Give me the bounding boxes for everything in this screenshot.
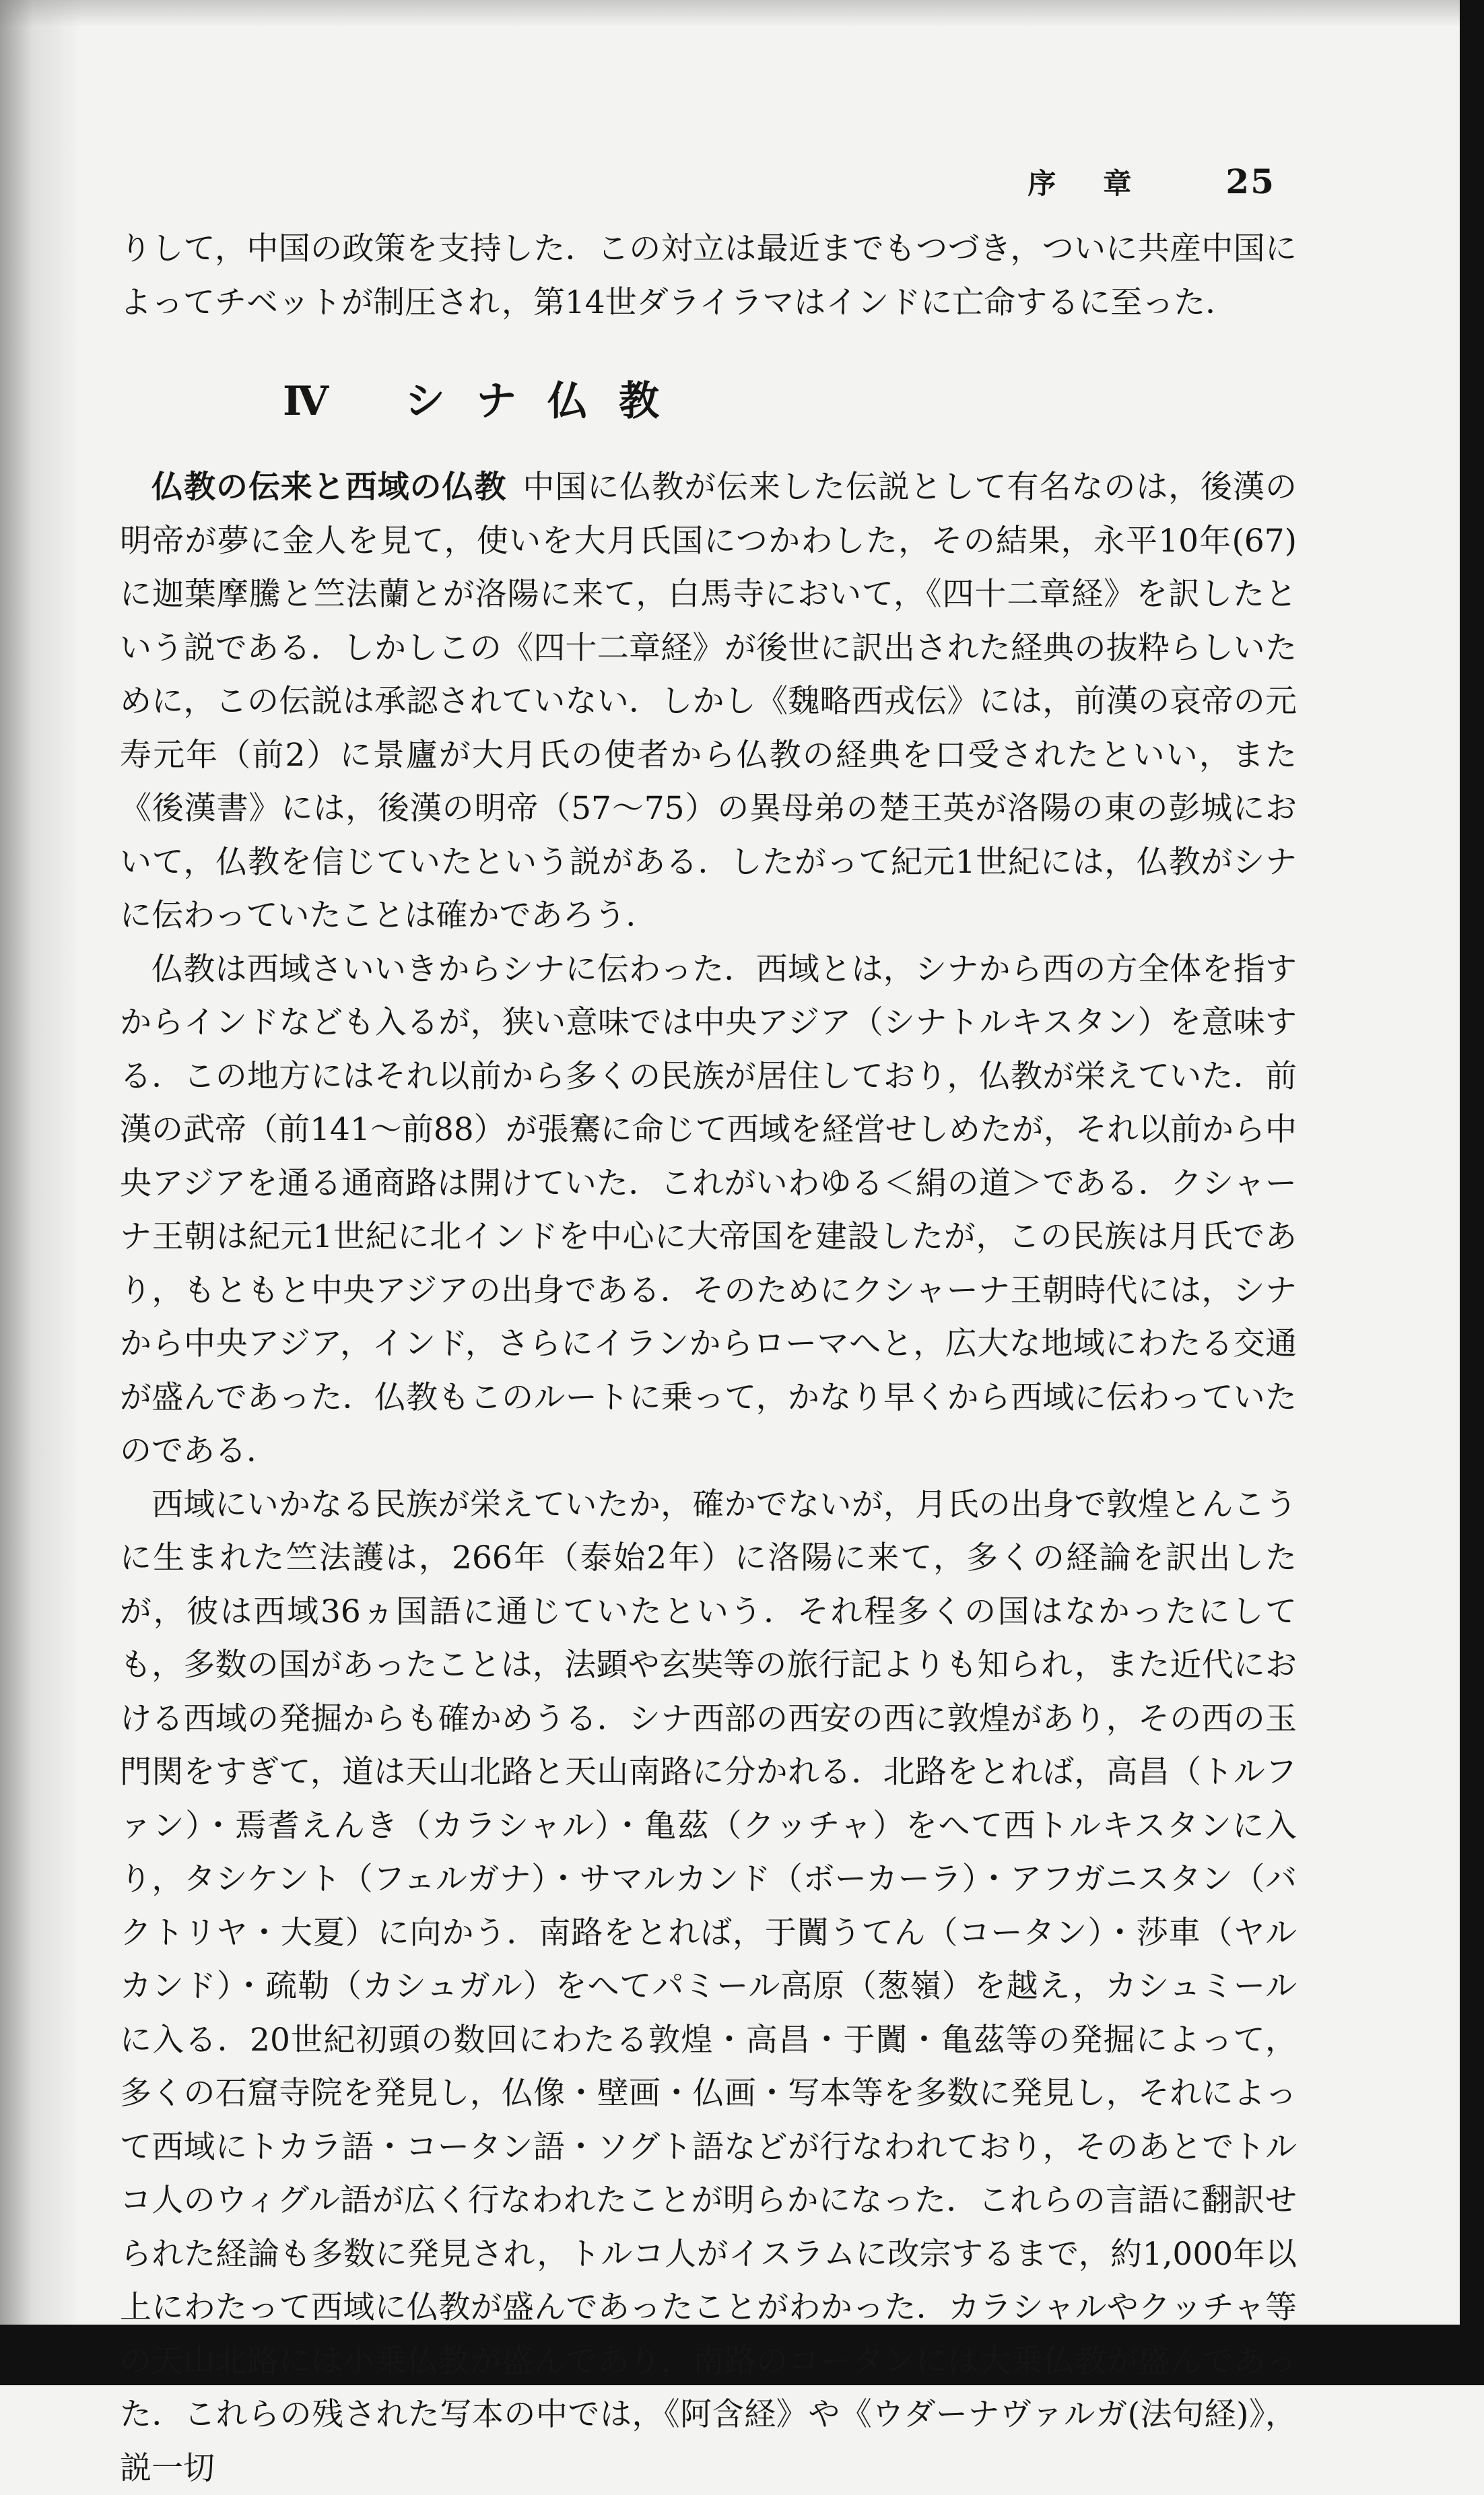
body-paragraph-1	[120, 461, 1297, 943]
scan-shadow-left	[0, 0, 81, 2385]
paragraph-3-text: 西域にいかなる民族が栄えていたか，確かでないが，月氏の出身で敦煌とんこうに生まれた竺法護は，266年（泰始2年）に洛陽に来て，多くの経論を訳出したが，彼は西域36ヵ国語に通じていたという．それ程多くの国はなかったにしても，多数の国があったことは，法顕や玄奘等の旅行記よりも知られ，また近代における西域の発掘からも確かめうる．シナ西部の西安の西に敦煌があり，その西の玉門関をすぎて，道は天山北路と天山南路に分かれる．北路をとれば，高昌（トルファン）・焉耆えんき（カラシャル）・亀茲（クッチャ）をへて西トルキスタンに入り，タシケント（フェルガナ）・サマルカンド（ボーカーラ）・アフガニスタン（バクトリヤ・大夏）に向かう．南路をとれば，于闐うてん（コータン）・莎車（ヤルカンド）・疏勒（カシュガル）をへてパミール高原（葱嶺）を越え，カシュミールに入る．20世紀初頭の数回にわたる敦煌・高昌・于闐・亀茲等の発掘によって，多くの石窟寺院を発見し，仏像・壁画・仏画・写本等を多数に発見し，それによって西域にトカラ語・コータン語・ソグト語などが行なわれており，そのあとでトルコ人のウィグル語が広く行なわれたことが明らかになった．これらの言語に翻訳せられた経論も多数に発見され，トルコ人がイスラムに改宗するまで，約1,000年以上にわたって西域に仏教が盛んであったことがわかった．カラシャルやクッチャ等の天山北路には小乗仏教が盛んであり，南路のコータンには大乗仏教が盛んであった．これらの残された写本の中では，《阿含経》や《ウダーナヴァルガ(法句経)》，説一切	[120, 1486, 1297, 2487]
body-paragraph-3	[120, 1478, 1297, 2495]
paragraph-1-text: 中国に仏教が伝来した伝説として有名なのは，後漢の明帝が夢に金人を見て，使いを大月氏国につかわした，その結果，永平10年(67)に迦葉摩騰と竺法蘭とが洛陽に来て，白馬寺において，《四十二章経》を訳したという説である．しかしこの《四十二章経》が後世に訳出された経典の抜粋らしいために，この伝説は承認されていない．しかし《魏略西戎伝》には，前漢の哀帝の元寿元年（前2）に景廬が大月氏の使者から仏教の経典を口受されたといい，また《後漢書》には，後漢の明帝（57～75）の異母弟の楚王英が洛陽の東の彭城において，仏教を信じていたという説がある．したがって紀元1世紀には，仏教がシナに伝わっていたことは確かであろう．	[120, 469, 1297, 934]
running-head-section: 序章	[1027, 162, 1178, 202]
run-in-heading: 仏教の伝来と西域の仏教	[151, 469, 506, 506]
body-block	[120, 461, 1297, 2495]
running-head	[1027, 162, 1275, 202]
paragraph-2-text: 仏教は西域さいいきからシナに伝わった．西域とは，シナから西の方全体を指すからインドなども入るが，狭い意味では中央アジア（シナトルキスタン）を意味する．この地方にはそれ以前から多くの民族が居住しており，仏教が栄えていた．前漢の武帝（前141～前88）が張騫に命じて西域を経営せしめたが，それ以前から中央アジアを通る通商路は開けていた．これがいわゆる＜絹の道＞である．クシャーナ王朝は紀元1世紀に北インドを中心に大帝国を建設したが，この民族は月氏であり，もともと中央アジアの出身である．そのためにクシャーナ王朝時代には，シナから中央アジア，インド，さらにイランからローマへと，広大な地域にわたる交通が盛んであった．仏教もこのルートに乗って，かなり早くから西域に伝わっていたのである．	[120, 951, 1297, 1470]
intro-paragraph: りして，中国の政策を支持した．この対立は最近までもつづき，ついに共産中国によってチベットが制圧され，第14世ダライラマはインドに亡命するに至った．	[120, 222, 1297, 329]
intro-block	[120, 222, 1297, 329]
section-heading: Ⅳ シナ仏教	[283, 369, 690, 427]
scan-edge-right	[1460, 0, 1484, 2385]
scan-shadow-top	[0, 0, 1484, 27]
page-number: 25	[1225, 162, 1275, 201]
body-paragraph-2	[120, 943, 1297, 1478]
